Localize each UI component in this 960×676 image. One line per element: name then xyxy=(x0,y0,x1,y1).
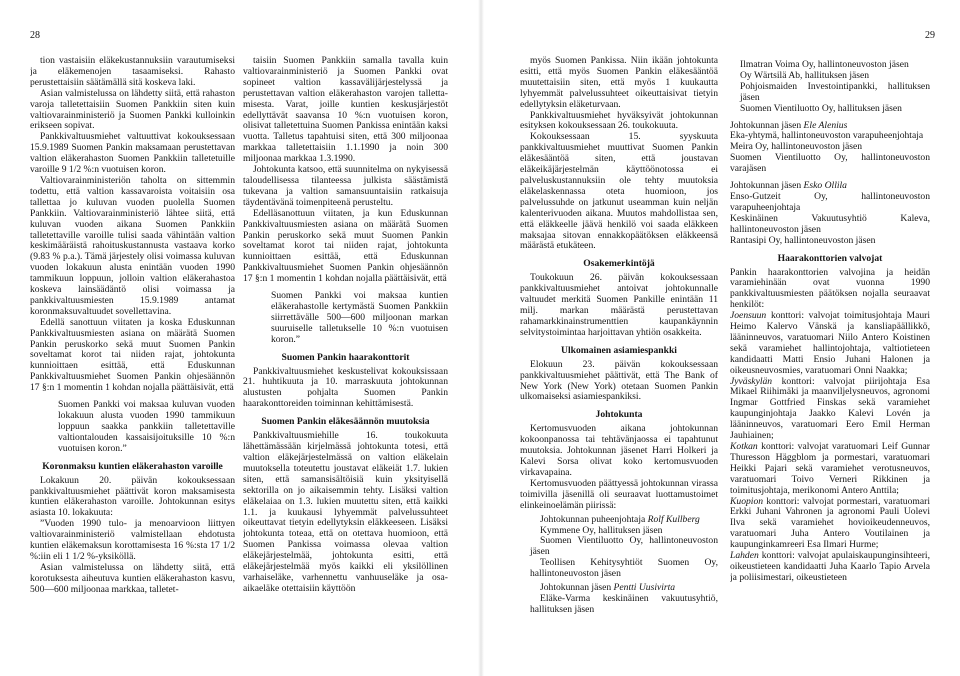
paragraph: Edellä sanottuun viitaten ja koska Eduskunnan Pankkivaltuusmiesten asiana on määrätä Suomen Pankin peruskorko sekä muut Suomen Pankin soveltamat korot tai niiden rajat, johtokunta kunnioittaen esittää, että Eduskunnan Pankkivaltuusmiehet Suomen Pankin ohjesäännön 17 §:n 1 momentin 1 kohdan nojalla päättäisivät, että xyxy=(30,316,235,394)
branch-office-text: konttori: valvojat pormestari, varatuomari Erkki Juhani Vahronen ja agronomi Pauli Uolevi Ilva sekä varamiehet hovioikeudenneuvos, varatuomari Juha Antero Voutilainen ja kaupunginkamreeri Esa Ilmari Hurme; xyxy=(730,495,930,551)
board-member-entry xyxy=(730,121,930,176)
paragraph: myös Suomen Pankissa. Niin ikään johtokunta esitti, että myös Suomen Pankin eläkesääntöä muutettaisiin siten, että myös 1 kuukautta lyhyemmät palvelussuhteet oikeuttaisivat tietyin edellytyksin eläketurvaan. xyxy=(520,56,718,110)
member-position: Teollisen Kehitysyhtiöt Suomen Oy, hallintoneuvoston jäsen xyxy=(530,557,718,580)
paragraph: Asian valmistelussa on lähdetty siitä, että rahaston varoja talletettaisiin Suomen Pankkiin siten kuin valtiovarainministeriö ja Suomen Pankki kulloinkin erikseen sopivat. xyxy=(30,87,235,132)
member-position: Pohjoismaiden Investointipankki, hallituksen jäsen xyxy=(740,80,930,103)
paragraph: Asian valmistelussa on lähdetty siitä, että korotuksesta aiheutuva kuntien eläkerahaston kasvu, 500—600 miljoonaa markkaa, talletet- xyxy=(30,561,235,595)
page-number-left: 28 xyxy=(30,30,40,41)
board-member-entry xyxy=(530,515,718,580)
member-position: Meira Oy, hallintoneuvoston jäsen xyxy=(730,141,863,153)
member-position: Oy Wärtsilä Ab, hallituksen jäsen xyxy=(740,69,870,81)
branch-office-paragraph xyxy=(730,497,930,552)
branch-office-paragraph xyxy=(730,311,930,376)
right-page-column-1 xyxy=(520,56,718,616)
section-heading: Suomen Pankin haarakonttorit xyxy=(281,351,410,363)
member-position: Suomen Vientiluotto Oy, hallintoneuvoston jäsen xyxy=(530,535,718,558)
paragraph: Kokouksessaan 15. syyskuuta pankkivaltuusmiehet muuttivat Suomen Pankin eläkesääntöä siten, että joustavan eläkeikäjärjestelmän käyttöönotossa ei palveluskustannuksiin ole tehty muutoksia eläkelaskennassa oteta huomioon, jos palvelussuhde on jatkunut useamman kuin neljän kalenterivuoden aikana. Muutos mahdollistaa sen, että eläkkeelle jäävä henkilö voi saada eläkkeen maksajaa sitovan ennakkopäätöksen eläkkeensä määrästä etukäteen. xyxy=(520,131,718,252)
member-position: Ilmatran Voima Oy, hallintoneuvoston jäsen xyxy=(740,60,909,70)
paragraph: Edelläsanottuun viitaten, ja kun Eduskunnan Pankkivaltuusmiesten asiana on määrätä Suomen Pankin peruskorko sekä muut Suomen Pankin soveltamat korot tai niiden rajat, johtokunta kunnioittaen esittää, että Eduskunnan Pankkivaltuusmiehet Suomen Pankin ohjesäännön 17 §:n 1 momentin 1 kohdan nojalla päättäisivät, että xyxy=(243,207,448,285)
section-heading: Osakemerkintöjä xyxy=(583,258,655,270)
page-number-right: 29 xyxy=(925,30,935,41)
member-position: Suomen Vientiluotto Oy, hallituksen jäsen xyxy=(740,102,902,114)
branch-office-paragraph xyxy=(730,377,930,442)
board-member-entry-continued xyxy=(740,60,930,115)
member-name: Rolf Kullberg xyxy=(647,513,700,525)
paragraph: Pankin haarakonttorien valvojina ja heidän varamiehinään ovat vuonna 1990 pankkivaltuusmiesten päätöksen nojalla seuraavat henkilöt: xyxy=(730,266,930,311)
member-position: Suomen Vientiluotto Oy, hallintoneuvoston varajäsen xyxy=(730,152,930,175)
member-role: Johtokunnan jäsen xyxy=(540,582,614,594)
branch-office-text: konttori: valvojat piirijohtaja Esa Mikael Riihimäki ja maanviljelysneuvos, agronomi Ingmar Gottfried Finskas sekä varamiehet kaupunginjohtaja Jaakko Kalevi Lovén ja lääninneuvos, varatuomari Eero Emil Herman Jauhiainen; xyxy=(730,375,930,442)
branch-office-paragraph xyxy=(730,551,930,584)
paragraph: Pankkivaltuusmiehet hyväksyivät johtokunnan esityksen kokouksessaan 26. toukokuuta. xyxy=(520,109,718,132)
paragraph: Pankkivaltuusmiehet keskustelivat kokouksissaan 21. huhtikuuta ja 10. marraskuuta johtokunnan alustusten pohjalta Suomen Pankin haarakonttoreiden toiminnan kehittämisestä. xyxy=(243,365,448,410)
branch-office-text: konttori: valvojat apulaiskaupunginsihteeri, oikeustieteen kandidaatti Juha Kaarlo Tapio Arvela ja poliisimestari, oikeustieteen xyxy=(730,550,930,583)
paragraph: Kertomusvuoden aikana johtokunnan kokoonpanossa tai tehtävänjaossa ei tapahtunut muutoksia. Johtokunnan jäsenet Harri Holkeri ja Kalevi Sorsa olivat koko kertomusvuoden virkavapaina. xyxy=(520,423,718,478)
paragraph: Elokuun 23. päivän kokouksessaan pankkivaltuusmiehet päättivät, että The Bank of New York (New York) otetaan Suomen Pankin ulkomaiseksi asiamiespankiksi. xyxy=(520,358,718,403)
member-position: Kymmene Oy, hallituksen jäsen xyxy=(540,524,663,536)
branch-office-name: Jyväskylän xyxy=(730,375,773,387)
branch-office-text: konttori: valvojat varatuomari Leif Gunnar Thuresson Häggblom ja pormestari, varatuomari Heikki Pajari sekä varamiehet verotusneuvos, varatuomari Toivo Verneri Rikkinen ja toimitusjohtaja, merikonomi Antero Anttila; xyxy=(730,441,930,496)
paragraph: Pankkivaltuusmiehille 16. toukokuuta lähettämässään kirjelmässä johtokunta totesi, että valtion eläkejärjestelmässä on valtion eläkelain muutoksella toteutettu joustavat eläkeiät 1.7. lukien siten, että samansisältöisiä kuin yksityisellä sektorilla on jo aikaisemmin tehty. Lisäksi valtion eläkelaiaa on 1.3. lukien muutettu siten, että kaikki 1.1. ja kuukausi lyhyemmät palvelussuhteet oikeuttavat tietyin edellytyksin eläkkeeseen. Lisäksi johtokunta toteaa, että on otettava huomioon, että Suomen Pankissa voimassa olevaa valtion eläkejärjestelmää, johtokunta esitti, että eläkejärjestelmää myös kaikki eli yksilöllinen varhaiseläke, varhennettu vanhuuseläke ja osa-aikaeläke otettaisiin käyttöön xyxy=(243,430,448,594)
member-name: Pentti Uusivirta xyxy=(613,582,676,594)
paragraph: Johtokunta katsoo, että suunnitelma on nykyisessä taloudellisessa tilanteessa julkista säästämistä tukevana ja valtion samansuuntaisiin ratkaisuja täydentävänä toimenpiteenä perusteltu. xyxy=(243,164,448,208)
branch-office-name: Lahden xyxy=(730,550,759,562)
section-heading: Johtokunta xyxy=(595,409,643,421)
member-position: Eka-yhtymä, hallintoneuvoston varapuheenjohtaja xyxy=(730,130,924,142)
member-role: Johtokunnan puheenjohtaja xyxy=(540,513,648,525)
book-gutter xyxy=(478,0,484,676)
paragraph: Lokakuun 20. päivän kokouksessaan pankkivaltuusmiehet päättivät koron maksamisesta kuntien eläkerahaston varoille. Johtokunnan esitys asiasta 10. lokakuuta: xyxy=(30,474,235,519)
paragraph: Pankkivaltuusmiehet valtuuttivat kokouksessaan 15.9.1989 Suomen Pankin maksamaan perustettavan valtion eläkerahaston Suomen Pankkiin talletetuille varoille 9 1/2 %:n vuotuisen koron. xyxy=(30,131,235,176)
branch-office-text: konttori: valvojat toimitusjohtaja Mauri Heimo Kalervo Vänskä ja kansliapäällikkö, lääninneuvos, varatuomari Niilo Antero Koistinen sekä varamiehet hallintojohtaja, valtiotieteen kandidaatti Matti Ensio Juhani Halonen ja oikeusneuvosmies, varatuomari Onni Naakka; xyxy=(730,310,930,376)
section-heading: Koronmaksu kuntien eläkerahaston varoille xyxy=(42,460,223,472)
member-title xyxy=(530,515,718,526)
member-position: Eläke-Varma keskinäinen vakuutusyhtiö, hallituksen jäsen xyxy=(530,592,718,615)
branch-office-paragraph xyxy=(730,442,930,497)
board-member-entry xyxy=(530,583,718,616)
left-page-column-2 xyxy=(243,56,448,595)
member-role: Johtokunnan jäsen xyxy=(730,119,804,131)
member-position: Keskinäinen Vakuutusyhtiö Kaleva, hallintoneuvoston jäsen xyxy=(730,212,930,235)
member-position: Enso-Gutzeit Oy, hallintoneuvoston varapuheenjohtaja xyxy=(730,190,930,213)
member-role: Johtokunnan jäsen xyxy=(730,180,804,192)
paragraph: Toukokuun 26. päivän kokouksessaan pankkivaltuusmiehet antoivat johtokunnalle valtuudet merkitä Suomen Pankille enintään 11 milj. markan määrästä perustettavan rahamarkkinainstrumenttien kaupankäynnin selvitystoimintaa harjoittavan yhtiön osakkeita. xyxy=(520,272,718,338)
member-position: Rantasipi Oy, hallintoneuvoston jäsen xyxy=(730,234,876,246)
section-heading: Ulkomainen asiamiespankki xyxy=(561,344,677,356)
board-member-entry xyxy=(730,181,930,246)
quoted-decision: Suomen Pankki voi maksaa kuluvan vuoden lokakuun alusta vuoden 1990 tammikuun loppuun saakka pankkiin talletettaville valtiontalouden kassaisijoituksille 10 %:n vuotuisen koron.” xyxy=(58,399,235,454)
branch-office-name: Kuopion xyxy=(730,495,764,507)
branch-office-name: Kotkan xyxy=(730,441,758,452)
quoted-decision: Suomen Pankki voi maksaa kuntien eläkerahastolle kertymästä Suomen Pankkiin siirrettävälle 500—600 miljoonan markan suuruiselle talletukselle 10 %:n vuotuisen koron.” xyxy=(271,290,448,345)
paragraph: Kertomusvuoden päättyessä johtokunnan virassa toimivilla jäsenillä oli seuraavat luottamustoimet elinkeinoelämän piirissä: xyxy=(520,477,718,511)
paragraph: taisiin Suomen Pankkiin samalla tavalla kuin valtiovarainministeriö ja Suomen Pankki ovat sopineet valtion kassavälijärjestelyssä ja perustettavan valtion eläkerahaston varojen talletta-misesta. Varat, joille kuntien keskusjärjestöt edellyttävät saavansa 10 %:n vuotuisen koron, olisivat talletettuina Suomen Pankissa enintään kaksi vuotta. Talletus tapahtuisi siten, että 300 miljoonaa markkaa talletettaisiin 1.1.1990 ja noin 300 miljoonaa markkaa 1.3.1990. xyxy=(243,56,448,165)
paragraph: ”Vuoden 1990 tulo- ja menoarvioon liittyen valtiovarainministeriö valmistellaan ehdotusta kuntien eläkemaksun korottamisesta 16 %:sta 17 1/2 %:iin eli 1 1/2 %-yksiköllä. xyxy=(30,518,235,562)
section-heading: Suomen Pankin eläkesäännön muutoksia xyxy=(261,416,430,428)
paragraph: Valtiovarainministeriön taholta on sittemmin todettu, että valtion kassavaroista voitaisiin osa tallettaa jo kuluvan vuoden puolella Suomen Pankkiin. Valtiovarainministeriö lähtee siitä, että kuluvan vuoden aikana Suomen Pankkiin talletettaville varoille tulisi saada vähintään valtion keskimääräistä rahoituskustannusta vastaava korko (9.83 % p.a.). Tämä järjestely olisi voimassa kuluvan vuoden lokakuun alusta enintään vuoden 1990 tammikuun loppuun, jolloin valtion eläkerahastoa koskeva lainsäädäntö olisi voimassa ja pankkivaltuusmiesten 15.9.1989 antamat koronmaksuvaltuudet sovellettavina. xyxy=(30,174,235,317)
branch-office-name: Joensuun xyxy=(730,310,767,322)
paragraph: tion vastaisiin eläkekustannuksiin varautumiseksi ja eläkemenojen tasaamiseksi. Rahasto perustettaisiin säätämällä sitä koskeva laki. xyxy=(30,56,235,88)
right-page-column-2 xyxy=(730,60,930,584)
member-name: Ele Alenius xyxy=(803,119,848,131)
section-heading: Haarakonttorien valvojat xyxy=(777,252,883,264)
left-page-column-1 xyxy=(30,56,235,596)
member-name: Esko Ollila xyxy=(803,180,847,192)
